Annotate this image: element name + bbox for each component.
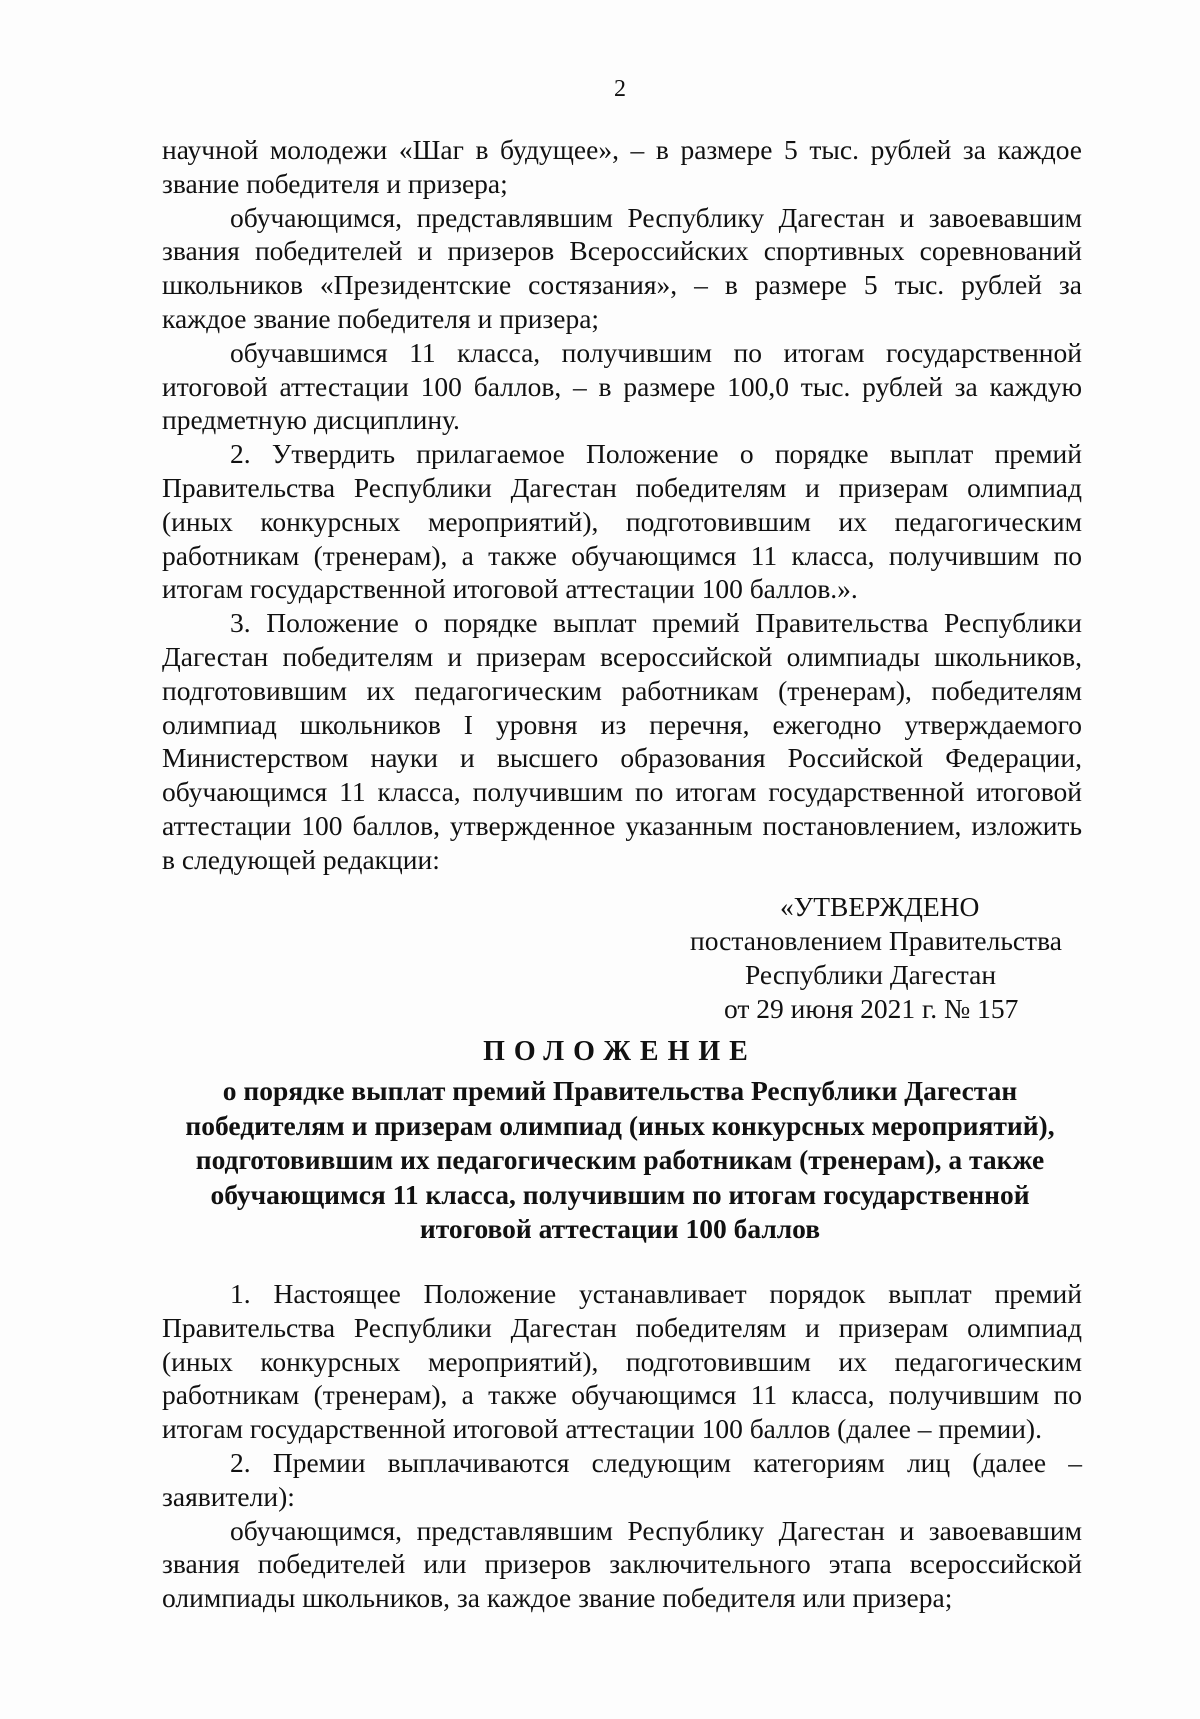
paragraph: 2. Премии выплачиваются следующим категориям лиц (далее – заявители): [162, 1446, 1082, 1512]
subtitle-line: победителям и призерам олимпиад (иных конкурсных мероприятий), [185, 1109, 1055, 1141]
paragraph: обучающимся, представлявшим Республику Дагестан и завоевавшим звания победителей и призеров Всероссийских спортивных соревнований школьников «Президентские состязания», – в размере 5 тыс. рублей за каждое звание победителя и призера; [162, 201, 1082, 334]
body-text-bottom [162, 1277, 1082, 1615]
approval-block [690, 890, 1110, 1026]
body-text-top [162, 133, 1082, 877]
document-title: ПОЛОЖЕНИЕ [483, 1036, 757, 1067]
paragraph: обучавшимся 11 класса, получившим по итогам государственной итоговой аттестации 100 баллов, – в размере 100,0 тыс. рублей за каждую предметную дисциплину. [162, 336, 1082, 436]
subtitle-line: обучающимся 11 класса, получившим по итогам государственной [210, 1178, 1030, 1210]
approval-line: постановлением Правительства [690, 925, 1062, 956]
subtitle-line: подготовившим их педагогическим работникам (тренерам), а также [195, 1144, 1045, 1175]
paragraph: 3. Положение о порядке выплат премий Правительства Республики Дагестан победителям и призерам всероссийской олимпиады школьников, подготовившим их педагогическим работникам (тренерам), победителям олимпиад школьников I уровня из перечня, ежегодно утверждаемого Министерством науки и высшего образования Российской Федерации, обучающимся 11 класса, получившим по итогам государственной итоговой аттестации 100 баллов, утвержденное указанным постановлением, изложить в следующей редакции: [162, 607, 1082, 875]
subtitle-line: итоговой аттестации 100 баллов [419, 1213, 821, 1244]
paragraph: 1. Настоящее Положение устанавливает порядок выплат премий Правительства Республики Дагестан победителям и призерам олимпиад (иных конкурсных мероприятий), подготовившим их педагогическим работникам (тренерам), а также обучающимся 11 класса, получившим по итогам государственной итоговой аттестации 100 баллов (далее – премии). [162, 1278, 1082, 1445]
document-subtitle [150, 1074, 1090, 1247]
approval-line: Республики Дагестан [745, 959, 997, 990]
paragraph: 2. Утвердить прилагаемое Положение о порядке выплат премий Правительства Республики Дагестан победителям и призерам олимпиад (иных конкурсных мероприятий), подготовившим их педагогическим работникам (тренерам), а также обучающимся 11 класса, получившим по итогам государственной итоговой аттестации 100 баллов.». [162, 438, 1082, 605]
approval-heading: «УТВЕРЖДЕНО [780, 891, 980, 922]
subtitle-line: о порядке выплат премий Правительства Республики Дагестан [222, 1075, 1018, 1106]
approval-date: от 29 июня 2021 г. № 157 [724, 993, 1019, 1024]
paragraph: научной молодежи «Шаг в будущее», – в размере 5 тыс. рублей за каждое звание победителя и призера; [162, 134, 1082, 199]
paragraph: обучающимся, представлявшим Республику Дагестан и завоевавшим звания победителей или призеров заключительного этапа всероссийской олимпиады школьников, за каждое звание победителя или призера; [162, 1514, 1082, 1614]
page-number: 2 [614, 76, 626, 102]
